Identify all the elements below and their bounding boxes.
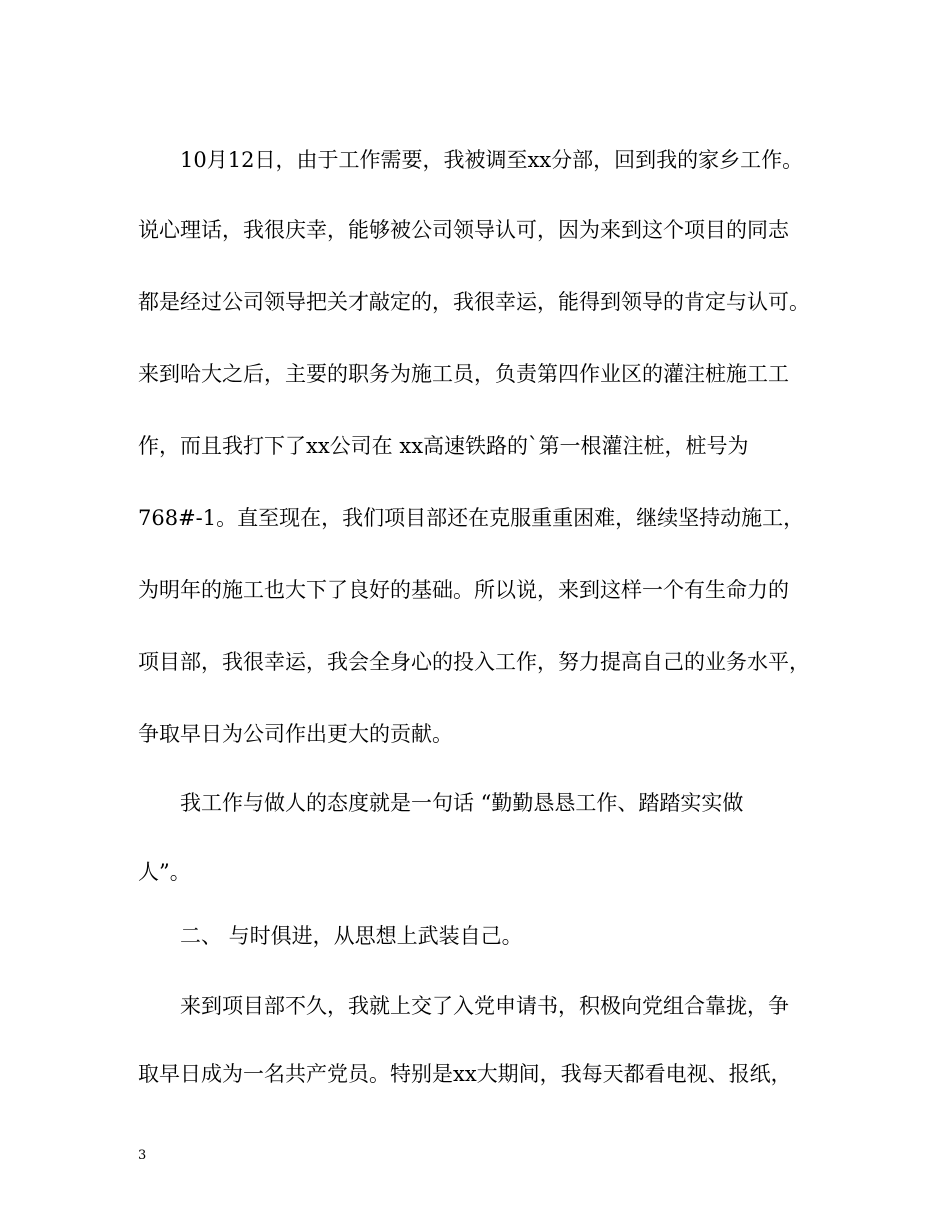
body-text-line: 来到哈大之后，主要的职务为施工员，负责第四作业区的灌注桩施工工 [138, 362, 789, 386]
body-text-line: 取早日成为一名共产党员。特别是xx大期间，我每天都看电视、报纸， [138, 1062, 792, 1086]
section-heading: 二、 与时俱进，从思想上武装自己。 [180, 924, 523, 948]
body-text-line: 作，而且我打下了xx公司在 xx高速铁路的`第一根灌注桩，桩号为 [138, 434, 749, 458]
body-text-line: 人”。 [138, 860, 191, 884]
body-text-line: 项目部，我很幸运，我会全身心的投入工作，努力提高自己的业务水平， [138, 650, 810, 674]
page-number: 3 [138, 1148, 147, 1163]
body-text-line: 来到项目部不久，我就上交了入党申请书，积极向党组合靠拢，争 [180, 994, 789, 1018]
body-text-line: 10月12日，由于工作需要，我被调至xx分部，回到我的家乡工作。 [180, 148, 804, 172]
body-text-line: 说心理话，我很庆幸，能够被公司领导认可，因为来到这个项目的同志 [138, 218, 789, 242]
body-text-line: 768#-1。直至现在，我们项目部还在克服重重困难，继续坚持动施工， [138, 506, 805, 530]
body-text-line: 我工作与做人的态度就是一句话 “勤勤恳恳工作、踏踏实实做 [180, 791, 744, 815]
body-text-line: 争取早日为公司作出更大的贡献。 [138, 722, 453, 746]
body-text-line: 为明年的施工也大下了良好的基础。所以说，来到这样一个有生命力的 [138, 578, 789, 602]
body-text-line: 都是经过公司领导把关才敲定的，我很幸运，能得到领导的肯定与认可。 [138, 290, 810, 314]
